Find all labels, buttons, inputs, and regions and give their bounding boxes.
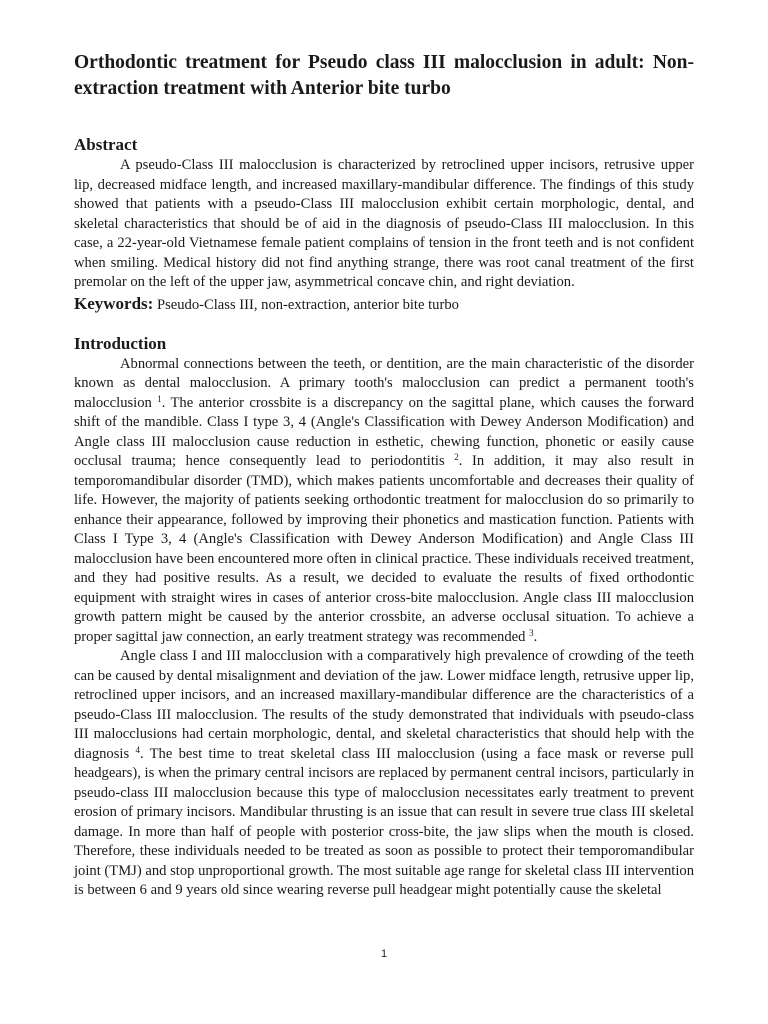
abstract-paragraph: A pseudo-Class III malocclusion is characterized by retroclined upper incisors, retrusive upper lip, decreased midface length, and increased maxillary-mandibular difference. The findings of this study showed that patients with a pseudo-Class III malocclusion exhibit certain morphologic, dental, and skeletal characteristics that should be of aid in the diagnosis of pseudo-Class III malocclusion. In this case, a 22-year-old Vietnamese female patient complains of tension in the front teeth and is not confident when smiling. Medical history did not find anything strange, there was root canal treatment of the first premolar on the left of the upper jaw, asymmetrical concave chin, and right deviation. [74,157,694,290]
keywords-text: Pseudo-Class III, non-extraction, anterior bite turbo [156,296,459,313]
introduction-paragraph-2 [74,647,694,901]
intro-p1-text-1: Abnormal connections between the teeth, or dentition, are the main characteristic of the disorder known as dental malocclusion. A primary tooth's malocclusion can predict a permanent tooth's malocclusion [74,355,694,411]
keywords-label: Keywords: [74,293,154,313]
citation-4: 4 [135,744,140,755]
document-page [74,50,694,901]
citation-3: 3 [529,627,534,638]
intro-p1-text-4: . [533,628,538,645]
introduction-heading: Introduction [74,333,167,353]
intro-p1-text-3: . In addition, it may also result in temporomandibular disorder (TMD), which makes patients uncomfortable and decreases their quality of life. However, the majority of patients seeking orthodontic treatment for malocclusion do so primarily to enhance their appearance, followed by improving their phonetics and mastication function. Patients with Class I Type 3, 4 (Angle's Classification with Dewey Anderson Modification) and Angle Class III malocclusion have been encountered more often in clinical practice. These individuals received treatment, and they had positive results. As a result, we decided to evaluate the results of fixed orthodontic equipment with straight wires in cases of anterior cross-bite malocclusion. Angle class III malocclusion growth pattern might be caused by the anterior crossbite, an adverse occlusal situation. To achieve a proper sagittal jaw connection, an early treatment strategy was recommended [74,453,694,645]
intro-p2-text-2: . The best time to treat skeletal class III malocclusion (using a face mask or reverse pull headgears), is when the primary central incisors are replaced by permanent central incisors, particularly in pseudo-class III malocclusion because this type of malocclusion necessitates early treatment to prevent erosion of primary incisors. Mandibular thrusting is an issue that can result in severe true class III skeletal damage. In more than half of people with posterior cross-bite, the jaw slips when the mouth is closed. Therefore, these individuals needed to be treated as soon as possible to protect their temporomandibular joint (TMJ) and stop unproportional growth. The most suitable age range for skeletal class III intervention is between 6 and 9 years old since wearing reverse pull headgear might potentially cause the skeletal [74,745,694,898]
introduction-paragraph-1 [74,355,694,648]
citation-2: 2 [454,452,459,462]
page-number: 1 [380,948,388,960]
paper-title: Orthodontic treatment for Pseudo class III malocclusion in adult: Non-extraction treatment with Anterior bite turbo [74,52,694,99]
citation-1: 1 [157,393,162,404]
abstract-heading: Abstract [74,135,138,154]
intro-p2-text-1: Angle class I and III malocclusion with a comparatively high prevalence of crowding of the teeth can be caused by dental misalignment and deviation of the jaw. Lower midface length, retrusive upper lip, retroclined upper incisors, and an increased maxillary-mandibular difference are the characteristics of a pseudo-Class III malocclusion. The results of the study demonstrated that individuals with pseudo-class III malocclusions had certain morphologic, dental, and skeletal characteristics that should help with the diagnosis [74,648,694,762]
intro-p1-text-2: . The anterior crossbite is a discrepancy on the sagittal plane, which causes the forward shift of the mandible. Class I type 3, 4 (Angle's Classification with Dewey Anderson Modification) and Angle class III malocclusion cause reduction in esthetic, chewing function, phonetic or easily cause occlusal trauma; hence consequently lead to periodontitis [74,394,694,469]
keywords-line [74,293,694,316]
